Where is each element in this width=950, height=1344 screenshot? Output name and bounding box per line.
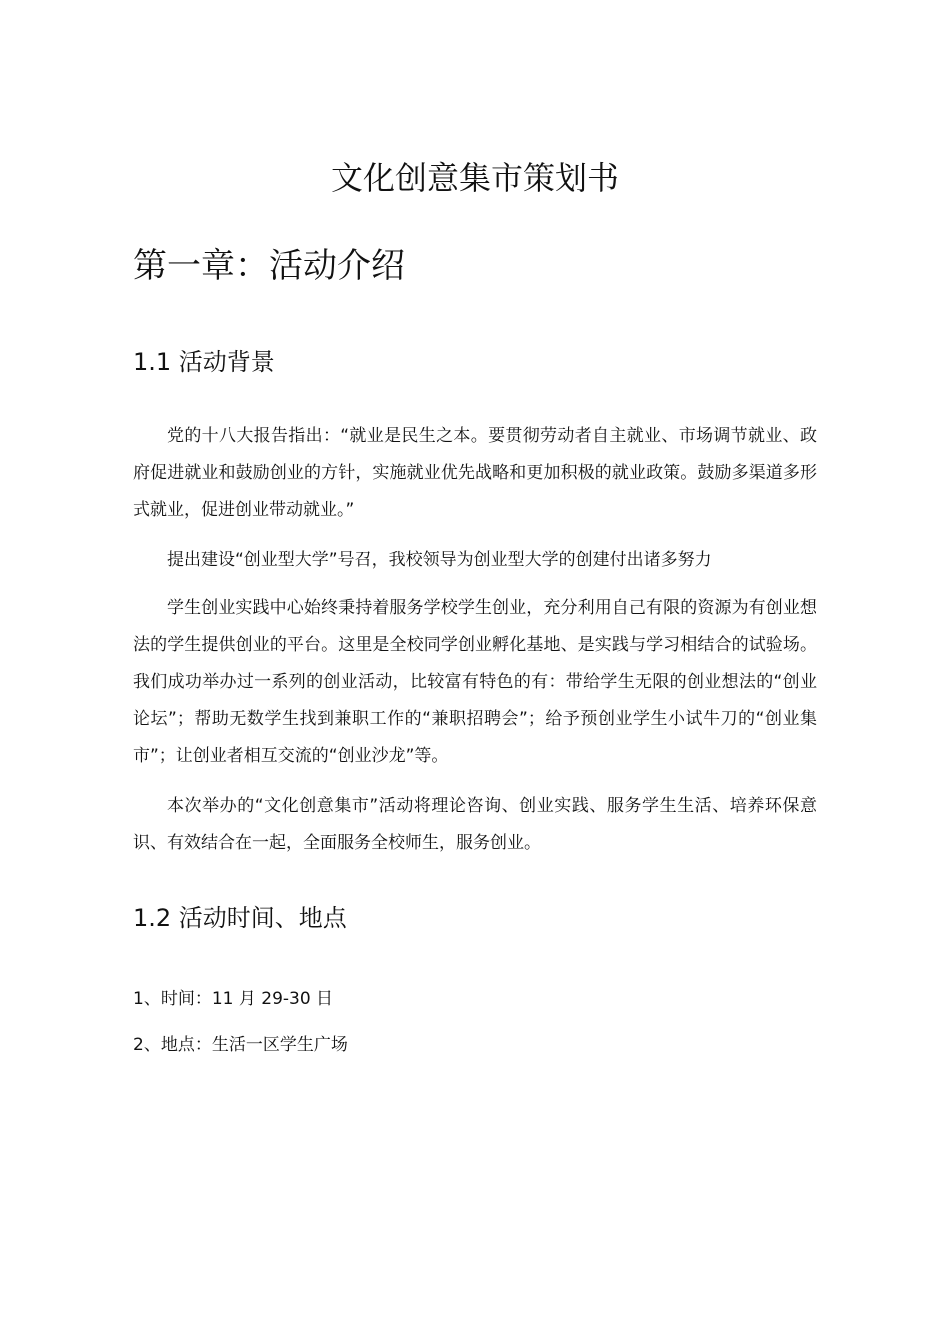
list-item-time: 1、时间：11 月 29-30 日 bbox=[133, 989, 334, 1009]
section-heading-time-place: 1.2 活动时间、地点 bbox=[133, 904, 347, 932]
paragraph-entrepreneurial-university: 提出建设“创业型大学”号召，我校领导为创业型大学的创建付出诸多努力 bbox=[167, 550, 712, 570]
section-heading-background: 1.1 活动背景 bbox=[133, 348, 275, 376]
paragraph-report-quote: 党的十八大报告指出：“就业是民生之本。要贯彻劳动者自主就业、市场调节就业、政府促进就业和鼓励创业的方针，实施就业优先战略和更加积极的就业政策。鼓励多渠道多形式就业，促进创业带动就业。” bbox=[133, 426, 817, 520]
paragraph-practice-center: 学生创业实践中心始终秉持着服务学校学生创业，充分利用自己有限的资源为有创业想法的学生提供创业的平台。这里是全校同学创业孵化基地、是实践与学习相结合的试验场。我们成功举办过一系列的创业活动，比较富有特色的有：带给学生无限的创业想法的“创业论坛”；帮助无数学生找到兼职工作的“兼职招聘会”；给予预创业学生小试牛刀的“创业集市”；让创业者相互交流的“创业沙龙”等。 bbox=[133, 598, 817, 766]
chapter-heading: 第一章：活动介绍 bbox=[133, 246, 405, 286]
list-item-place: 2、地点：生活一区学生广场 bbox=[133, 1035, 348, 1055]
document-title: 文化创意集市策划书 bbox=[330, 159, 619, 197]
paragraph-event-purpose: 本次举办的“文化创意集市”活动将理论咨询、创业实践、服务学生生活、培养环保意识、有效结合在一起，全面服务全校师生，服务创业。 bbox=[133, 796, 817, 853]
